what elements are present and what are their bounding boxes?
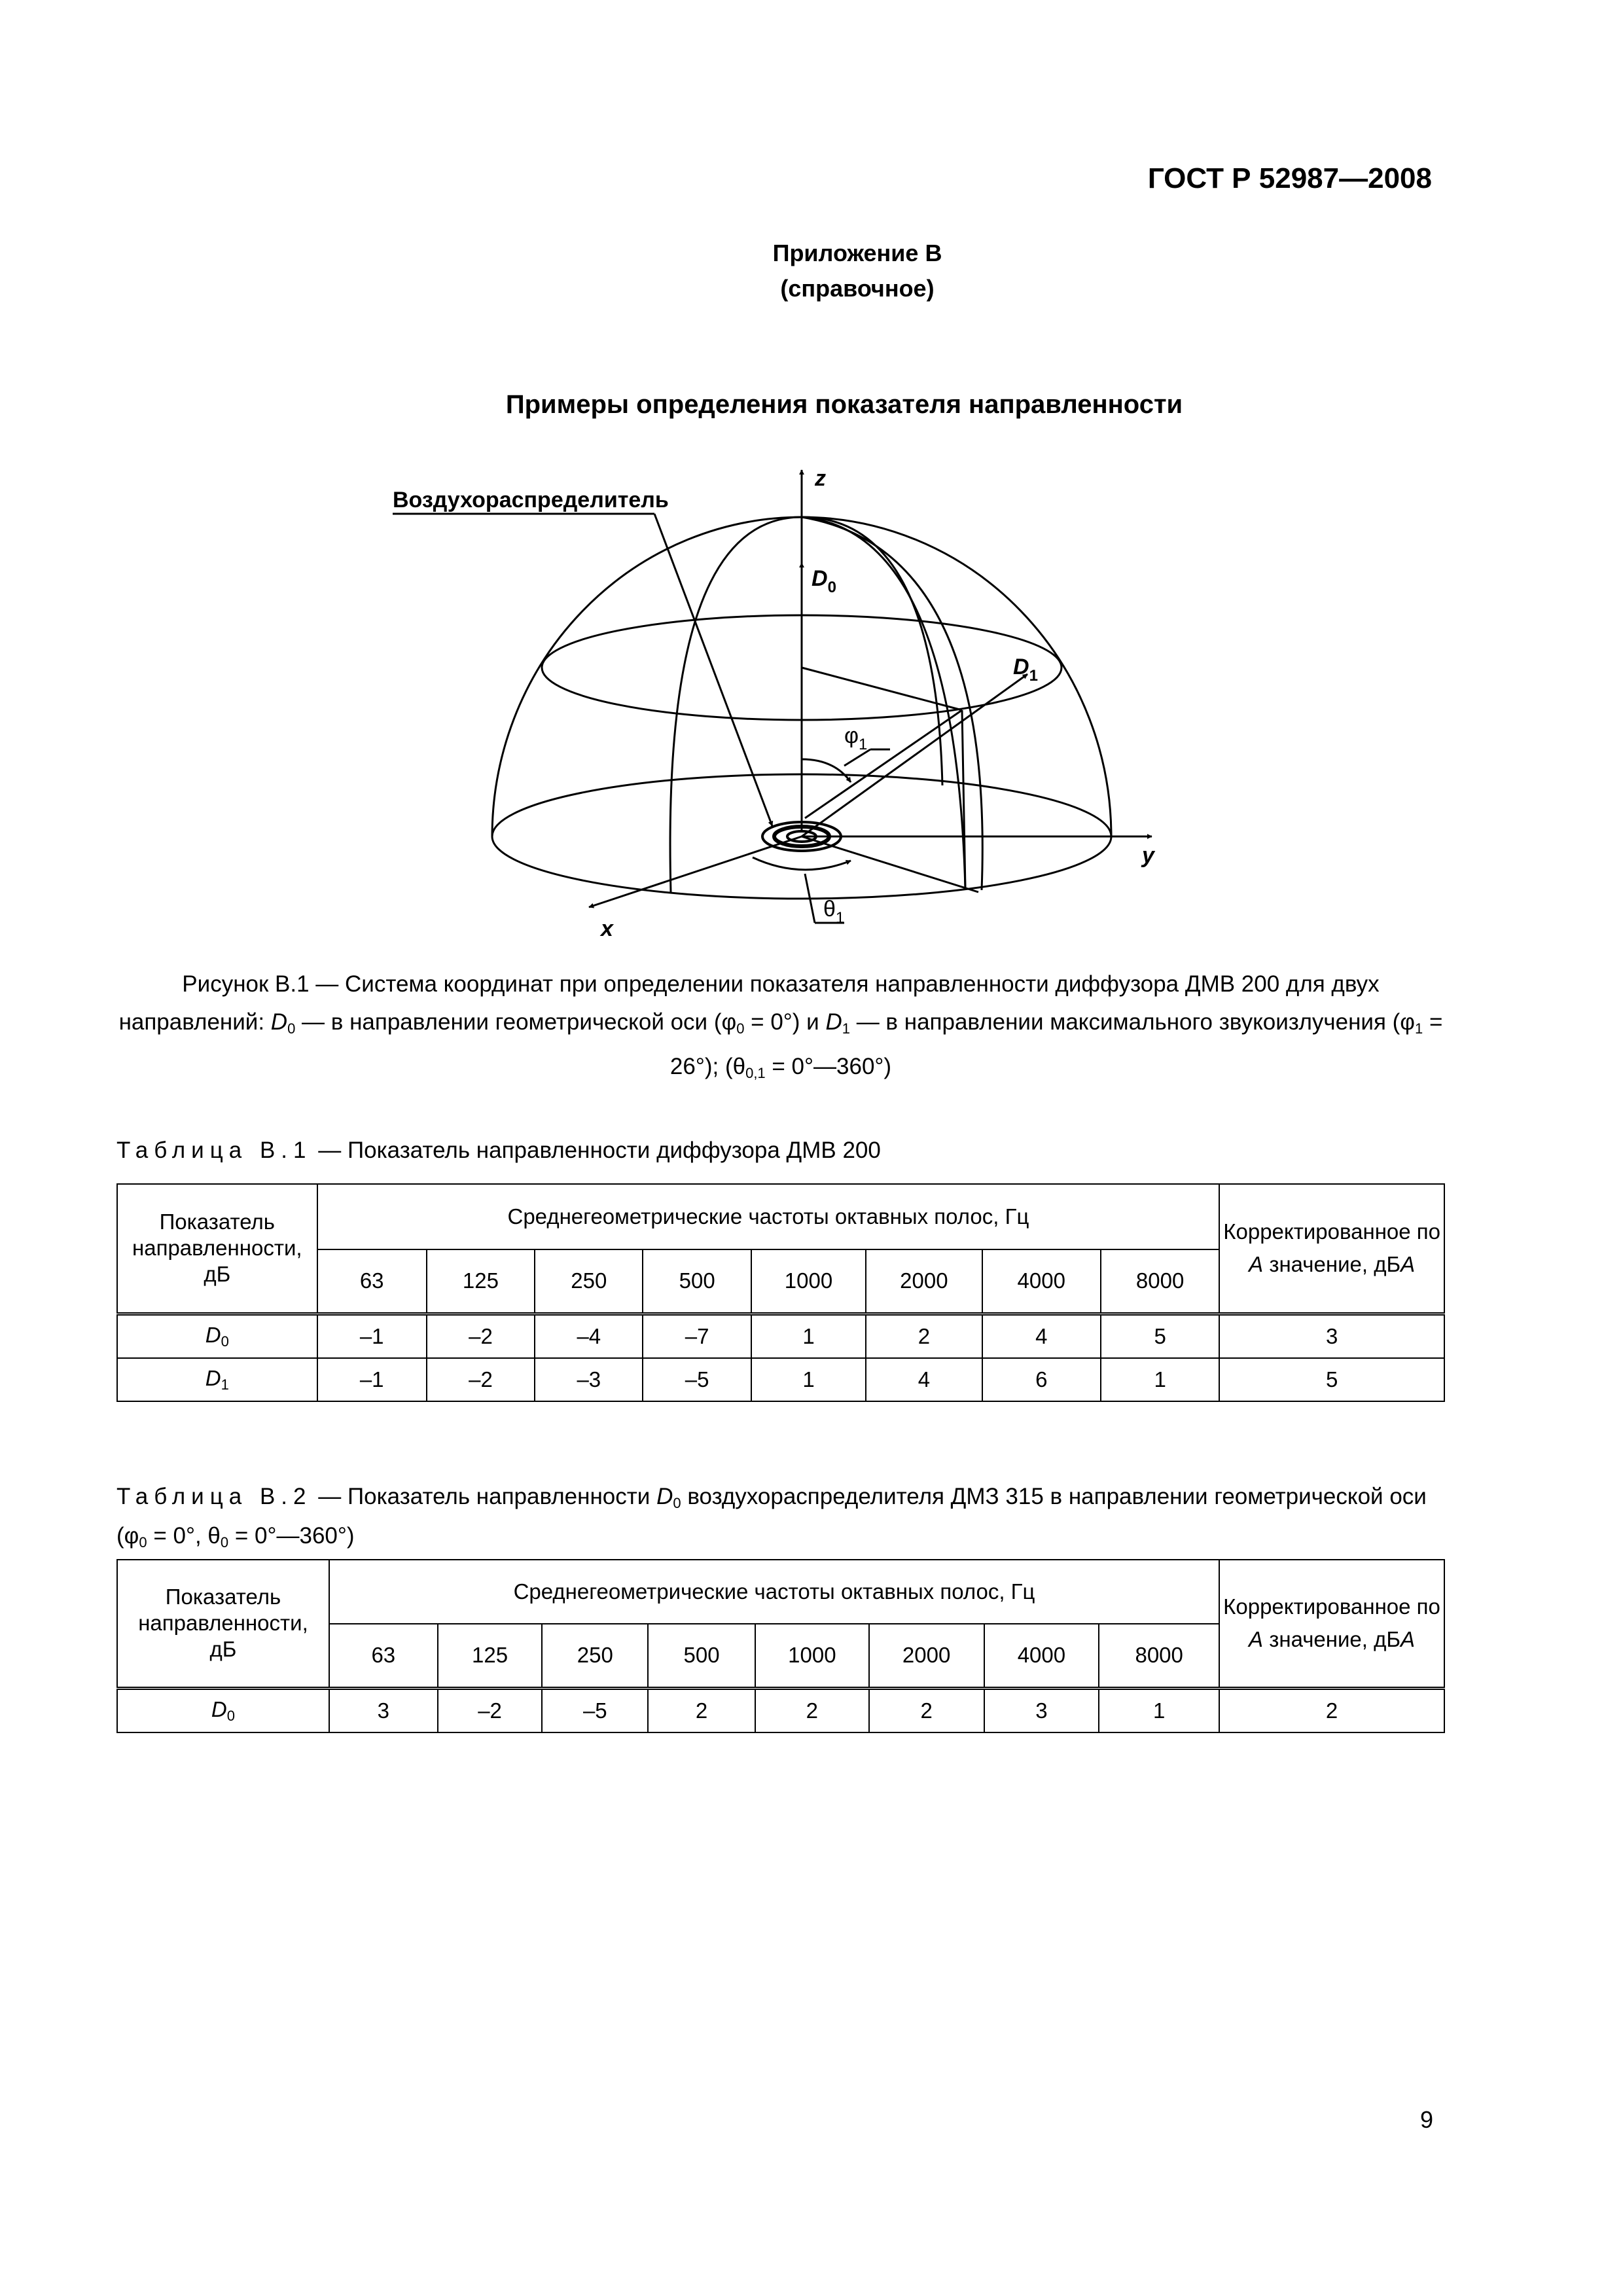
phi1-label: $\varphi_1$	[844, 723, 868, 753]
table-cell: –2	[427, 1314, 535, 1358]
table1-freq-1000: 1000	[751, 1249, 866, 1314]
table-row	[117, 1314, 1444, 1358]
x-label: x	[601, 916, 613, 941]
table-cell: –5	[542, 1688, 648, 1732]
table1-freq-250: 250	[535, 1249, 643, 1314]
table-cell: 5	[1101, 1314, 1219, 1358]
table2-header-indicator: Показатель направленности, дБ	[117, 1560, 329, 1688]
table-cell: 3	[329, 1688, 438, 1732]
table2-header-corrected: Корректированное по А значение, дБА	[1219, 1560, 1444, 1688]
table-cell: –1	[317, 1314, 427, 1358]
table1-freq-8000: 8000	[1101, 1249, 1219, 1314]
table2-freq-63: 63	[329, 1624, 438, 1688]
table1-freq-125: 125	[427, 1249, 535, 1314]
table-cell: –2	[438, 1688, 543, 1732]
table1-freq-4000: 4000	[982, 1249, 1101, 1314]
table1-header-indicator: Показатель направленности, дБ	[117, 1184, 317, 1314]
table2-freq-125: 125	[438, 1624, 543, 1688]
table-cell: 1	[751, 1358, 866, 1401]
table-row	[117, 1688, 1444, 1732]
table-cell: 1	[751, 1314, 866, 1358]
table-cell: 4	[866, 1358, 982, 1401]
table-cell: –5	[643, 1358, 751, 1401]
table1-freq-500: 500	[643, 1249, 751, 1314]
table-cell: –4	[535, 1314, 643, 1358]
table-cell: 4	[982, 1314, 1101, 1358]
table2-caption: Таблица В.2 — Показатель направленности $D_0$ воздухораспределителя ДМЗ 315 в направлении геометрической оси ($\varphi_0 = 0^\circ$, $\theta_0$ = 0°—360°)	[116, 1484, 1427, 1551]
table2-freq-8000: 8000	[1099, 1624, 1219, 1688]
table1-freq-63: 63	[317, 1249, 427, 1314]
ray-to-back	[802, 836, 978, 892]
table-cell: 6	[982, 1358, 1101, 1401]
table-cell: 3	[984, 1688, 1099, 1732]
page-number: 9	[1419, 2106, 1433, 2133]
table1-freq-2000: 2000	[866, 1249, 982, 1314]
table2-freq-2000: 2000	[869, 1624, 984, 1688]
phi-arc	[802, 759, 851, 782]
table2-freq-4000: 4000	[984, 1624, 1099, 1688]
table1-row-corrected: 5	[1219, 1358, 1444, 1401]
table-cell: –1	[317, 1358, 427, 1401]
theta1-label: $\theta_1$	[823, 897, 845, 927]
coordinate-figure	[366, 452, 1178, 962]
table1-header-corrected: Корректированное по А значение, дБА	[1219, 1184, 1444, 1314]
table2-freq-1000: 1000	[755, 1624, 869, 1688]
table-cell: –2	[427, 1358, 535, 1401]
table2-freq-500: 500	[648, 1624, 755, 1688]
table1-header-frequencies: Среднегеометрические частоты октавных полос, Гц	[317, 1184, 1220, 1249]
section-title: Примеры определения показателя направленности	[505, 390, 1183, 419]
annex-title	[0, 236, 1623, 306]
table-row	[117, 1358, 1444, 1401]
table-cell: –3	[535, 1358, 643, 1401]
table2-row-name: $D_0$	[117, 1688, 329, 1732]
air-distributor-label: Воздухораспределитель	[393, 488, 669, 512]
annex-line-2: (справочное)	[780, 275, 935, 302]
y-label: y	[1142, 843, 1154, 868]
table-cell: 1	[1099, 1688, 1219, 1732]
theta-arc	[753, 857, 851, 870]
table-cell: 2	[866, 1314, 982, 1358]
table2-header-frequencies: Среднегеометрические частоты октавных полос, Гц	[329, 1560, 1219, 1624]
x-axis	[589, 836, 802, 907]
document-code: ГОСТ Р 52987—2008	[1147, 162, 1432, 194]
table1	[116, 1183, 1445, 1402]
d0-label: $D_0$	[812, 566, 836, 596]
table1-caption: Таблица В.1 — Показатель направленности диффузора ДМВ 200	[116, 1138, 881, 1163]
table2	[116, 1559, 1445, 1733]
annex-line-1: Приложение В	[772, 240, 942, 266]
table2-freq-250: 250	[542, 1624, 648, 1688]
table-cell: –7	[643, 1314, 751, 1358]
table2-row-corrected: 2	[1219, 1688, 1444, 1732]
helper-horizontal	[802, 668, 962, 710]
d1-label: $D_1$	[1013, 655, 1038, 685]
table-cell: 2	[755, 1688, 869, 1732]
table-cell: 1	[1101, 1358, 1219, 1401]
table-cell: 2	[869, 1688, 984, 1732]
table1-row-name: $D_0$	[117, 1314, 317, 1358]
table1-row-name: $D_1$	[117, 1358, 317, 1401]
table1-row-corrected: 3	[1219, 1314, 1444, 1358]
table-cell: 2	[648, 1688, 755, 1732]
z-label: z	[815, 466, 826, 491]
figure-caption: Рисунок В.1 — Система координат при определении показателя направленности диффузора ДМВ 200 для двух направлений: $D_0$ — в направлении геометрической оси $(\varphi_0 = 0^\circ)$ и $D_1$ — в направлении максимального звукоизлучения $(\varphi_1 = 26^\circ)$; ($\theta_{0,1}$ = 0°—360°)	[118, 971, 1443, 1081]
